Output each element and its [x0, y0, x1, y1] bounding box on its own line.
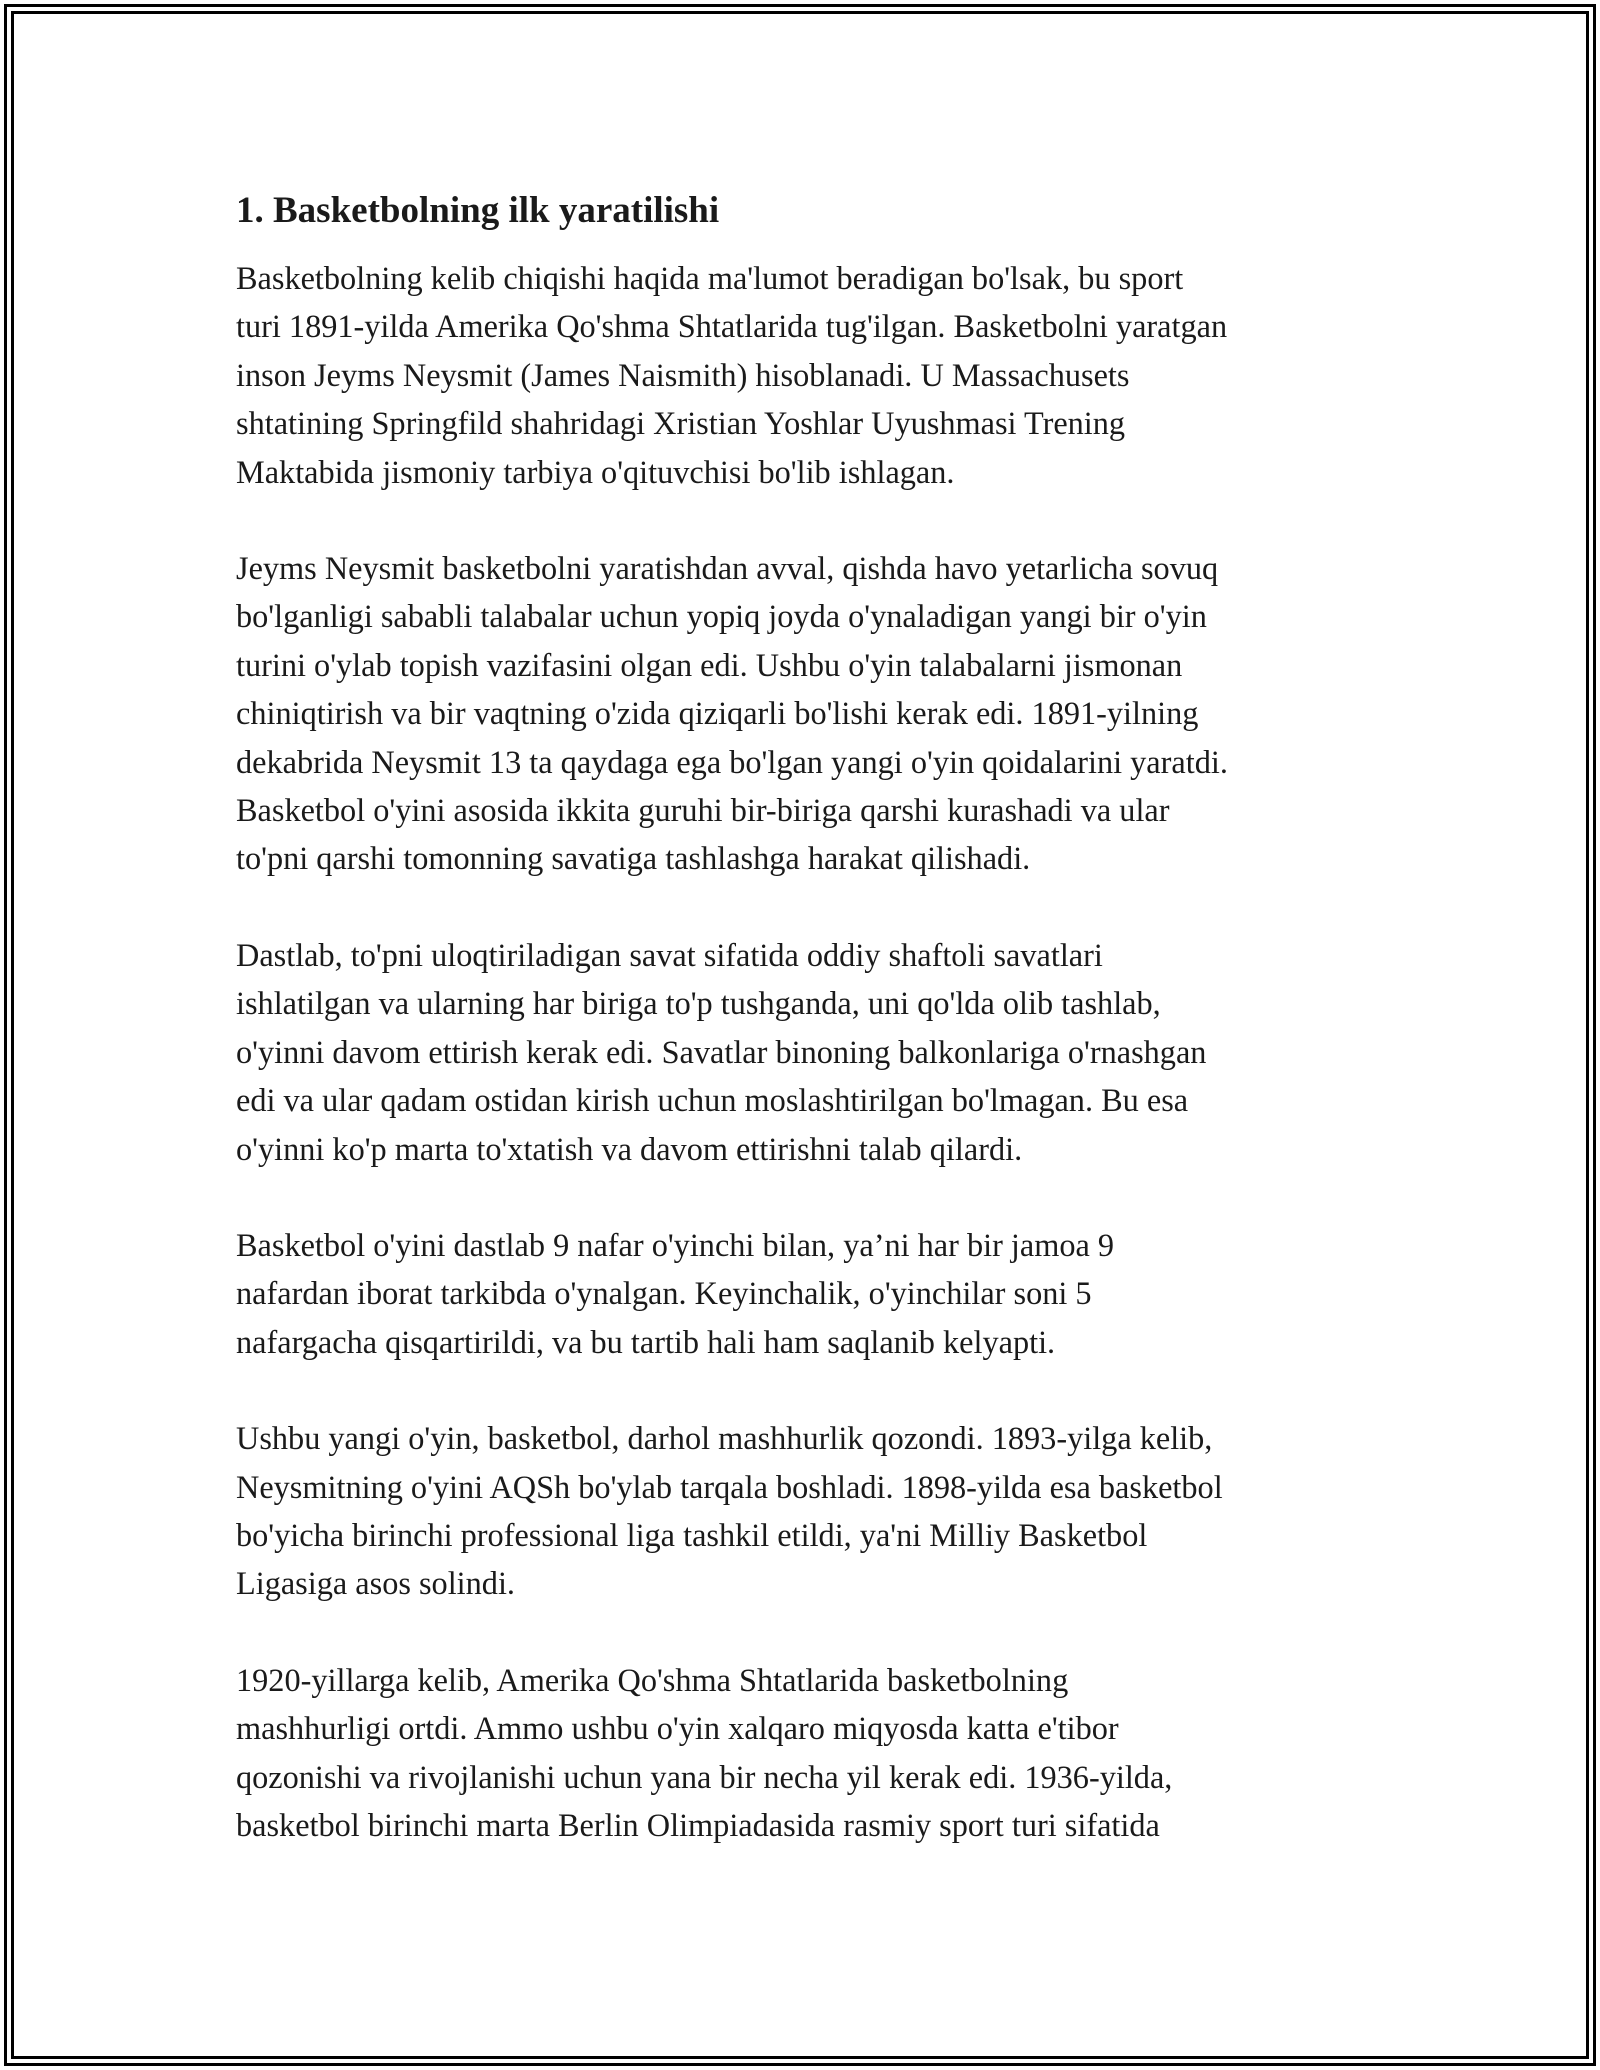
- paragraph-line: Jeyms Neysmit basketbolni yaratishdan avval, qishda havo yetarlicha sovuq: [236, 550, 1219, 587]
- paragraph-line: Basketbolning kelib chiqishi haqida ma'lumot beradigan bo'lsak, bu sport: [236, 260, 1184, 296]
- body-paragraph: [236, 1221, 1396, 1366]
- paragraph-line: Maktabida jismoniy tarbiya o'qituvchisi bo'lib ishlagan.: [236, 453, 955, 490]
- paragraph-line: Ushbu yangi o'yin, basketbol, darhol mashhurlik qozondi. 1893-yilga kelib,: [236, 1420, 1213, 1457]
- paragraph-line: o'yinni davom ettirish kerak edi. Savatlar binoning balkonlariga o'rnashgan: [236, 1033, 1207, 1070]
- paragraph-line: dekabrida Neysmit 13 ta qaydaga ega bo'lgan yangi o'yin qoidalarini yaratdi.: [236, 743, 1228, 780]
- paragraph-line: qozonishi va rivojlanishi uchun yana bir necha yil kerak edi. 1936-yilda,: [236, 1758, 1173, 1795]
- document-body: [236, 254, 1396, 1849]
- paragraph-line: bo'yicha birinchi professional liga tashkil etildi, ya'ni Milliy Basketbol: [236, 1516, 1148, 1553]
- paragraph-line: inson Jeyms Neysmit (James Naismith) hisoblanadi. U Massachusets: [236, 356, 1130, 393]
- paragraph-line: Basketbol o'yini dastlab 9 nafar o'yinchi bilan, ya’ni har bir jamoa 9: [236, 1226, 1115, 1263]
- body-paragraph: [236, 544, 1396, 883]
- paragraph-line: turini o'ylab topish vazifasini olgan edi. Ushbu o'yin talabalarni jismonan: [236, 646, 1183, 683]
- paragraph-line: ishlatilgan va ularning har biriga to'p tushganda, uni qo'lda olib tashlab,: [236, 985, 1161, 1022]
- paragraph-line: basketbol birinchi marta Berlin Olimpiadasida rasmiy sport turi sifatida: [236, 1806, 1160, 1843]
- document-page: [236, 186, 1396, 1897]
- paragraph-line: nafargacha qisqartirildi, va bu tartib hali ham saqlanib kelyapti.: [236, 1323, 1056, 1360]
- paragraph-line: turi 1891-yilda Amerika Qo'shma Shtatlarida tug'ilgan. Basketbolni yaratgan: [236, 308, 1228, 345]
- paragraph-line: Neysmitning o'yini AQSh bo'ylab tarqala boshladi. 1898-yilda esa basketbol: [236, 1468, 1223, 1505]
- body-paragraph: [236, 1656, 1396, 1850]
- paragraph-line: o'yinni ko'p marta to'xtatish va davom ettirishni talab qilardi.: [236, 1130, 1023, 1167]
- body-paragraph: [236, 931, 1396, 1173]
- paragraph-line: to'pni qarshi tomonning savatiga tashlashga harakat qilishadi.: [236, 840, 1031, 877]
- paragraph-line: nafardan iborat tarkibda o'ynalgan. Keyinchalik, o'yinchilar soni 5: [236, 1275, 1092, 1312]
- paragraph-line: chiniqtirish va bir vaqtning o'zida qiziqarli bo'lishi kerak edi. 1891-yilning: [236, 695, 1199, 732]
- paragraph-line: mashhurligi ortdi. Ammo ushbu o'yin xalqaro miqyosda katta e'tibor: [236, 1710, 1119, 1747]
- body-paragraph: [236, 254, 1396, 496]
- paragraph-line: Dastlab, to'pni uloqtiriladigan savat sifatida oddiy shaftoli savatlari: [236, 936, 1103, 973]
- body-paragraph: [236, 1414, 1396, 1608]
- paragraph-line: Ligasiga asos solindi.: [236, 1565, 515, 1602]
- section-title: 1. Basketbolning ilk yaratilishi: [236, 190, 720, 231]
- paragraph-line: 1920-yillarga kelib, Amerika Qo'shma Shtatlarida basketbolning: [236, 1661, 1069, 1698]
- paragraph-line: Basketbol o'yini asosida ikkita guruhi bir-biriga qarshi kurashadi va ular: [236, 792, 1170, 829]
- paragraph-line: shtatining Springfild shahridagi Xristian Yoshlar Uyushmasi Trening: [236, 405, 1126, 442]
- paragraph-line: edi va ular qadam ostidan kirish uchun moslashtirilgan bo'lmagan. Bu esa: [236, 1082, 1189, 1119]
- paragraph-line: bo'lganligi sababli talabalar uchun yopiq joyda o'ynaladigan yangi bir o'yin: [236, 598, 1207, 635]
